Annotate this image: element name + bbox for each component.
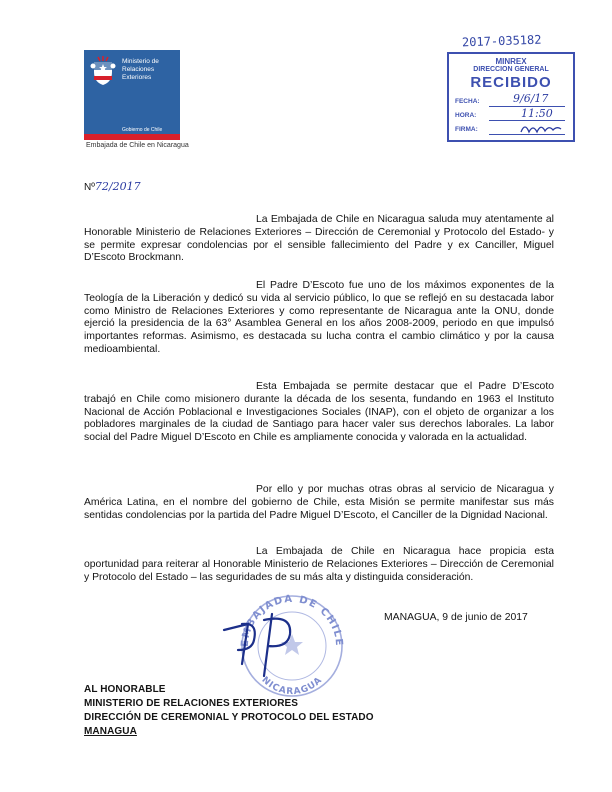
paragraph-text: Esta Embajada se permite destacar que el Padre D’Escoto trabajó en Chile como misionero durante la década de los sesenta, fundando en 1963 el Instituto Nacional de Acción Poblacional e Investigaciones Sociales (INAP), con el objeto de organizar a los pobladores marginales de la ciudad de Santiago para hacer valer sus derechos laborales. La labor social del Padre Miguel D’Escoto en Chile es ampliamente conocida y valorada en la actualidad.	[84, 381, 554, 444]
received-stamp	[447, 52, 575, 142]
logo-red-band	[84, 134, 180, 140]
stamp-signature-label: FIRMA:	[455, 126, 478, 133]
paragraph-condolences	[84, 484, 554, 522]
document-number-handwritten: 72/2017	[94, 180, 141, 193]
paragraph-text: El Padre D’Escoto fue uno de los máximos exponentes de la Teología de la Liberación y dedicó su vida al servicio público, lo que se reflejó en su destacada labor como Ministro de Relaciones Exteriores y como representante de Nicaragua ante la ONU, donde ejerció la presidencia de la 63° Asamblea General en los años 2008-2009, periodo en que impulsó importantes reformas. Asimismo, es destacada su lucha contra el cambio climático y por la causa medioambiental.	[84, 280, 554, 355]
paragraph-text: La Embajada de Chile en Nicaragua saluda muy atentamente al Honorable Ministerio de Relaciones Exteriores – Dirección de Ceremonial y Protocolo del Estado- y se permite expresar condolencias por el sensible fallecimiento del Padre y ex Canciller, Miguel D’Escoto Brockmann.	[84, 214, 554, 264]
stamp-date-label: FECHA:	[455, 98, 480, 105]
document-number-prefix: Nº	[84, 182, 95, 193]
stamp-time-value: 11:50	[521, 107, 553, 120]
addressee-line: MINISTERIO DE RELACIONES EXTERIORES	[84, 698, 299, 709]
stamp-time-label: HORA:	[455, 112, 477, 119]
stamp-status: RECIBIDO	[470, 74, 552, 91]
ministry-name	[122, 58, 178, 82]
government-label: Gobierno de Chile	[122, 127, 163, 133]
embassy-seal	[218, 584, 358, 704]
document-number	[84, 180, 141, 193]
seal-top-text: EMBAJADA DE CHILE	[239, 593, 345, 648]
ministry-name-line: Ministerio de	[122, 58, 159, 65]
chile-coat-of-arms-icon	[90, 56, 116, 86]
addressee-line: DIRECCIÓN DE CEREMONIAL Y PROTOCOLO DEL ESTADO	[84, 712, 374, 723]
paragraph-greeting	[84, 214, 554, 265]
ministry-name-line: Relaciones	[122, 66, 155, 73]
ministry-name-line: Exteriores	[122, 74, 152, 81]
addressee-line: AL HONORABLE	[84, 684, 166, 695]
paragraph-chile-work	[84, 381, 554, 445]
stamp-handwritten-number: 2017-035182	[461, 32, 542, 50]
date-line: MANAGUA, 9 de junio de 2017	[384, 612, 528, 623]
paragraph-text: La Embajada de Chile en Nicaragua hace propicia esta oportunidad para reiterar al Honorable Ministerio de Relaciones Exteriores – Dirección de Ceremonial y Protocolo del Estado – las seguridades de su más alta y distinguida consideración.	[84, 546, 554, 583]
stamp-agency: MINREX	[495, 57, 527, 66]
paragraph-biography	[84, 280, 554, 357]
paragraph-closing	[84, 546, 554, 584]
embassy-caption: Embajada de Chile en Nicaragua	[86, 142, 189, 149]
seal-bottom-text: NICARAGUA	[259, 675, 325, 698]
stamp-signature-scribble	[519, 120, 563, 136]
paragraph-text: Por ello y por muchas otras obras al servicio de Nicaragua y América Latina, en el nombre del gobierno de Chile, esta Misión se permite manifestar sus más sentidas condolencias por la partida del Padre Miguel D’Escoto, el Canciller de la Dignidad Nacional.	[84, 484, 554, 521]
stamp-date-value: 9/6/17	[513, 92, 549, 105]
stamp-department: DIRECCION GENERAL	[473, 66, 549, 73]
svg-text:NICARAGUA	[259, 675, 324, 697]
addressee-city: MANAGUA	[84, 726, 137, 737]
